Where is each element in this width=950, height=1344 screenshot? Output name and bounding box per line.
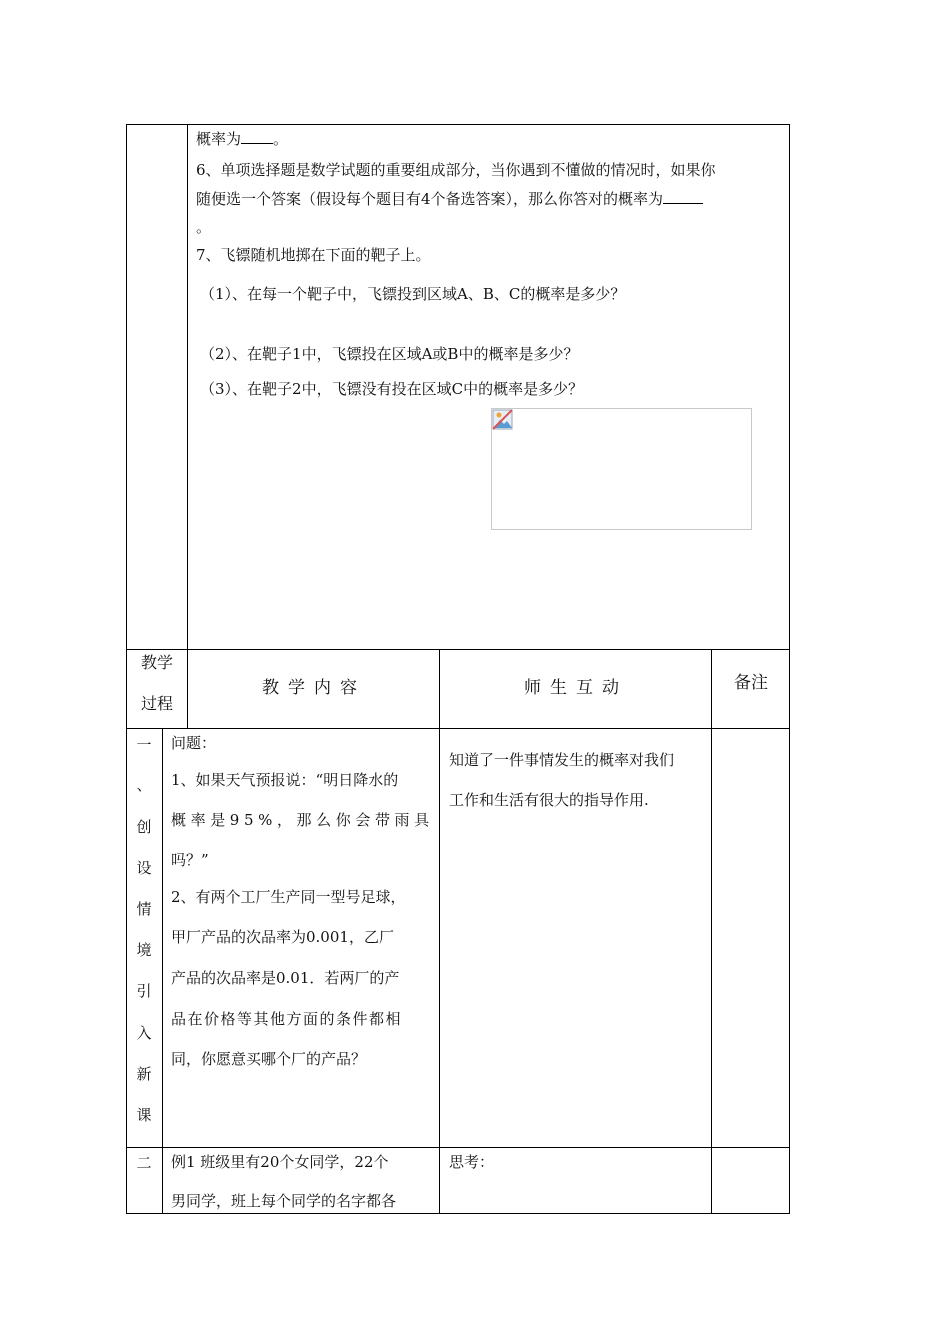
content-line: 同，你愿意买哪个厂的产品？ [171, 1050, 367, 1068]
section-2-label: 二 [136, 1154, 152, 1172]
header-remarks: 备注 [734, 673, 768, 693]
question-7: 7、飞镖随机地掷在下面的靶子上。 [196, 246, 431, 264]
question-7-part-2: （2）、在靶子1中，飞镖投在区域A或B中的概率是多少？ [200, 345, 579, 363]
section-2-interaction: 思考： [449, 1153, 495, 1171]
answer-blank [241, 129, 273, 144]
question-7-part-3: （3）、在靶子2中，飞镖没有投在区域C中的概率是多少？ [200, 380, 584, 398]
section-1-label-char: 情 [136, 900, 152, 918]
table-col-divider-content [439, 649, 440, 1214]
interaction-line: 工作和生活有很大的指导作用. [449, 791, 649, 809]
header-process-line-2: 过程 [140, 694, 173, 713]
table-divider-header-bottom [126, 728, 790, 729]
table-divider-header-top [126, 649, 790, 650]
content-line: 吗？” [171, 851, 209, 869]
dartboard-image-placeholder [491, 408, 752, 530]
section-1-label-char: 新 [136, 1065, 152, 1083]
content-line: 问题： [171, 734, 217, 752]
question-6-line-3: 。 [196, 218, 212, 236]
section-2-content-line: 男同学，班上每个同学的名字都各 [171, 1192, 397, 1210]
section-1-label-char: 课 [136, 1106, 152, 1124]
table-bottom-border [126, 1213, 790, 1214]
header-teacher-student-interaction: 师生互动 [524, 678, 628, 698]
table-col-divider-top [187, 124, 188, 729]
content-line: 品在价格等其他方面的条件都相 [171, 1010, 403, 1028]
table-top-border [126, 124, 790, 125]
header-teaching-content: 教学内容 [262, 678, 366, 698]
probability-blank-line: 概率为 。 [196, 130, 289, 148]
table-right-border [789, 124, 790, 1214]
table-col-divider-label [162, 728, 163, 1214]
interaction-line: 知道了一件事情发生的概率对我们 [449, 751, 675, 769]
section-1-label-char: 、 [136, 776, 152, 794]
section-1-label-char: 入 [136, 1024, 152, 1042]
question-6-line-2: 随便选一个答案（假设每个题目有4个备选答案），那么你答对的概率为 [196, 189, 703, 209]
content-line: 概率是95%，那么你会带雨具 [171, 811, 434, 829]
section-1-label-char: 引 [136, 982, 152, 1000]
broken-image-icon [492, 409, 514, 431]
section-1-label-char: 设 [136, 859, 152, 877]
content-line: 1、如果天气预报说：“明日降水的 [171, 771, 399, 789]
header-process-line-1: 教学 [140, 653, 173, 672]
table-divider-section2 [126, 1147, 790, 1148]
section-1-label-char: 一 [136, 736, 152, 754]
table-col-divider-interaction [711, 649, 712, 1214]
content-line: 甲厂产品的次品率为0.001，乙厂 [171, 928, 394, 946]
question-7-part-1: （1）、在每一个靶子中，飞镖投到区域A、B、C的概率是多少？ [200, 285, 626, 303]
answer-blank [663, 189, 703, 204]
section-1-label-char: 境 [136, 941, 152, 959]
content-line: 产品的次品率是0.01．若两厂的产 [171, 969, 400, 987]
section-1-label-char: 创 [136, 818, 152, 836]
question-6-line-1: 6、单项选择题是数学试题的重要组成部分，当你遇到不懂做的情况时，如果你 [196, 161, 716, 179]
section-2-content-line: 例1 班级里有20个女同学，22个 [171, 1153, 389, 1171]
content-line: 2、有两个工厂生产同一型号足球， [171, 888, 406, 906]
